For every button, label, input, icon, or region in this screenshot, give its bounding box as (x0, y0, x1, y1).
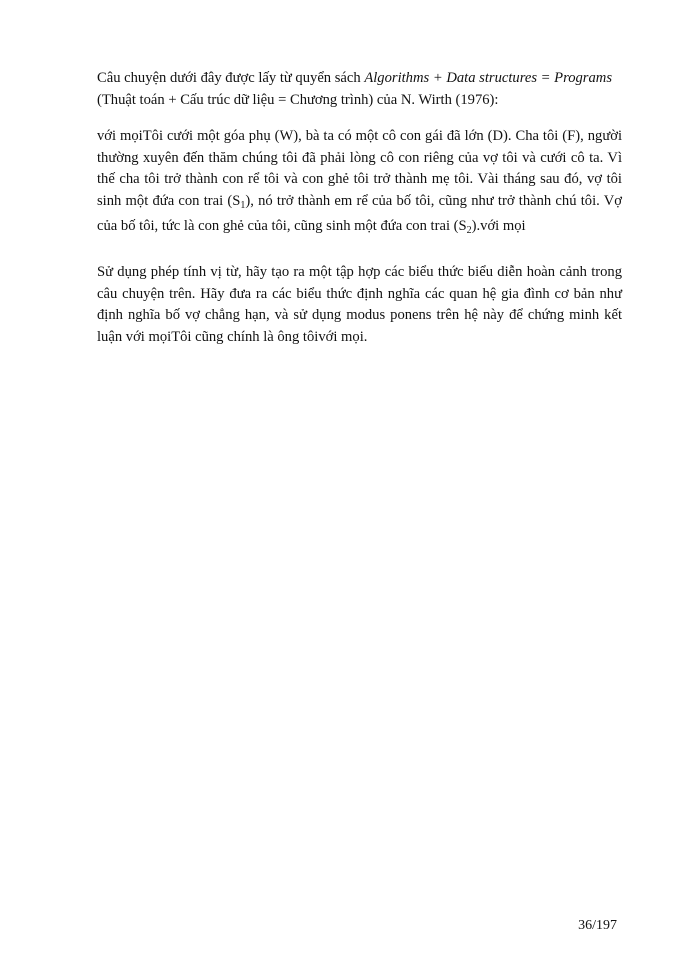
subscript-1: 1 (240, 199, 246, 211)
book-title: Algorithms + Data structures = Programs (364, 70, 612, 86)
intro-paragraph (97, 68, 622, 111)
story-line-2: thường xuyên đến thăm chúng tôi đã phải lòng cô con riêng của vợ tôi và cưới cô ta. Vì (97, 149, 622, 166)
task-line-2: câu chuyện trên. Hãy đưa ra các biểu thức định nghĩa các quan hệ gia đình cơ bản như (97, 285, 622, 302)
task-line-1: Sử dụng phép tính vị từ, hãy tạo ra một tập hợp các biểu thức biểu diễn hoàn cảnh trong (97, 264, 622, 280)
task-paragraph (97, 262, 622, 348)
story-line-1: với mọiTôi cưới một góa phụ (W), bà ta có một cô con gái đã lớn (D). Cha tôi (F), người (97, 128, 622, 144)
intro-line-2: (Thuật toán + Cấu trúc dữ liệu = Chương trình) của N. Wirth (1976): (97, 91, 499, 108)
story-line-5-part-b: ).với mọi (471, 218, 526, 234)
page-number: 36/197 (578, 918, 617, 933)
story-line-4-part-a: sinh một đứa con trai (S (97, 192, 241, 209)
intro-text: Câu chuyện dưới đây được lấy từ quyển sách (97, 70, 365, 86)
story-line-4-part-b: ), nó trở thành em rể của bố tôi, cũng như trở thành chú tôi. Vợ (245, 192, 622, 209)
story-line-3: thế cha tôi trở thành con rể tôi và con ghẻ tôi trở thành mẹ tôi. Vài tháng sau đó, vợ tôi (97, 171, 622, 187)
story-paragraph (97, 126, 622, 242)
subscript-2: 2 (466, 225, 472, 236)
story-line-5 (97, 216, 622, 242)
story-line-5-part-a: của bố tôi, tức là con ghẻ của tôi, cũng sinh một đứa con trai (S (97, 218, 467, 234)
story-line-4 (97, 191, 622, 217)
task-line-3: định nghĩa bố vợ chẳng hạn, và sử dụng modus ponens trên hệ này để chứng minh kết (97, 307, 622, 323)
intro-line-1 (97, 68, 622, 90)
task-line-4: luận với mọiTôi cũng chính là ông tôivới mọi. (97, 328, 368, 345)
